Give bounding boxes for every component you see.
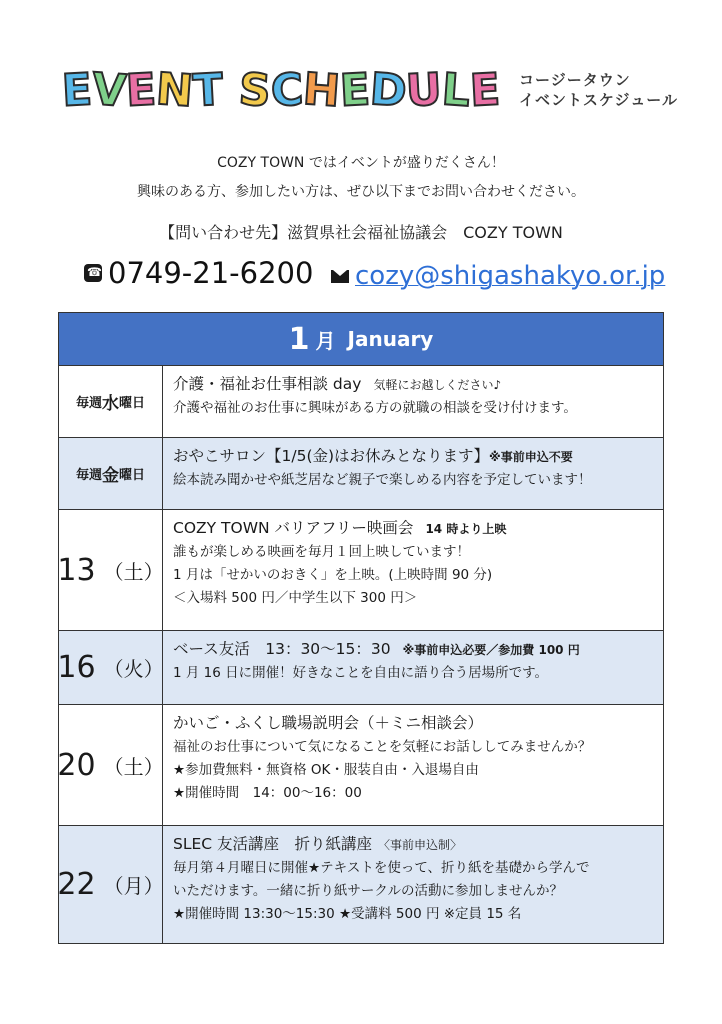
- event-line: ＜入場料 500 円／中学生以下 300 円＞: [173, 590, 418, 606]
- day-weekday: （火）: [103, 657, 164, 681]
- logo-letter: E: [468, 64, 502, 117]
- table-row: [59, 438, 663, 510]
- event-line: 介護や福祉のお仕事に興味がある方の就職の相談を受け付けます。: [173, 400, 577, 416]
- logo-subtitle-line2: イベントスケジュール: [519, 91, 678, 109]
- day-prefix: 毎週: [75, 396, 102, 411]
- event-title: [173, 372, 653, 397]
- phone-number: 0749-21-6200: [108, 256, 314, 290]
- email-link[interactable]: cozy@shigashakyo.or.jp: [355, 261, 666, 291]
- event-title: [173, 832, 653, 857]
- event-title-note: 気軽にお越しください♪: [361, 378, 502, 392]
- day-cell: [59, 366, 163, 437]
- event-content: [163, 438, 663, 509]
- event-title-note: 14 時より上映: [413, 522, 507, 536]
- event-title-text: おやこサロン【1/5(金)はお休みとなります】: [173, 447, 490, 465]
- event-title: [173, 711, 653, 736]
- event-line: ★開催時間 14：00～16：00: [173, 785, 362, 801]
- day-cell: [59, 631, 163, 704]
- logo-letter: E: [338, 64, 372, 117]
- event-content: [163, 631, 663, 704]
- logo-letter: C: [269, 64, 305, 117]
- day-suffix: 曜日: [119, 468, 146, 483]
- day-date: 22: [57, 867, 96, 902]
- email-row: [331, 258, 665, 294]
- event-line: いただけます。一緒に折り紙サークルの活動に参加しませんか？: [173, 883, 564, 899]
- month-number: 1: [288, 321, 310, 357]
- day-prefix: 毎週: [75, 468, 102, 483]
- event-schedule-logo: [60, 63, 502, 118]
- table-row: [59, 705, 663, 826]
- intro-line-2: 興味のある方、参加したい方は、ぜひ以下までお問い合わせください。: [137, 184, 585, 200]
- event-line: 福祉のお仕事について気になることを気軽にお話ししてみませんか？: [173, 739, 592, 755]
- event-line: 1 月は「せかいのおきく」を上映。(上映時間 90 分): [173, 567, 493, 583]
- event-content: [163, 510, 663, 630]
- event-content: [163, 705, 663, 825]
- day-cell: [59, 705, 163, 825]
- event-line: 誰もが楽しめる映画を毎月１回上映しています！: [173, 544, 470, 560]
- event-title-text: SLEC 友活講座 折り紙講座: [173, 835, 373, 853]
- logo-letter: T: [191, 64, 225, 117]
- logo-letter: N: [154, 63, 195, 118]
- day-cell: [59, 826, 163, 943]
- intro-line-1: COZY TOWN ではイベントが盛りだくさん！: [217, 155, 505, 171]
- event-content: [163, 826, 663, 943]
- event-title: [173, 637, 653, 662]
- day-date: 16: [57, 650, 96, 685]
- logo-letter: D: [368, 63, 409, 118]
- month-en: January: [347, 327, 434, 351]
- table-row: [59, 510, 663, 631]
- day-weekday: （土）: [103, 559, 164, 584]
- logo-subtitle-line1: コージータウン: [519, 71, 631, 89]
- event-line: ★開催時間 13:30～15:30 ★受講料 500 円 ※定員 15 名: [173, 906, 522, 922]
- logo-letter: S: [237, 63, 273, 118]
- phone-icon: [84, 264, 102, 282]
- table-row: [59, 366, 663, 438]
- event-title-note: ※事前申込不要: [489, 450, 573, 464]
- day-weekday: 水: [102, 394, 119, 414]
- day-cell: [59, 510, 163, 630]
- logo-letter: U: [405, 64, 444, 117]
- logo-subtitle: [519, 70, 678, 110]
- event-content: [163, 366, 663, 437]
- logo-letter: L: [440, 64, 473, 117]
- month-jp: 月: [315, 328, 336, 353]
- day-date: 13: [57, 552, 96, 588]
- day-date: 20: [57, 747, 96, 783]
- mail-icon: [331, 270, 349, 283]
- event-title-text: COZY TOWN バリアフリー映画会: [173, 519, 414, 537]
- day-suffix: 曜日: [119, 396, 146, 411]
- day-weekday: （土）: [103, 754, 164, 779]
- logo-letter: V: [90, 63, 128, 118]
- event-title-text: かいご・ふくし職場説明会（＋ミニ相談会）: [173, 714, 484, 732]
- contact-label: 【問い合わせ先】滋賀県社会福祉協議会 COZY TOWN: [159, 223, 563, 242]
- event-title-text: 介護・福祉お仕事相談 day: [173, 375, 362, 393]
- phone-row: [84, 255, 313, 291]
- logo-letter: E: [124, 64, 158, 117]
- schedule-table: [58, 312, 664, 944]
- event-line: ★参加費無料・無資格 OK・服装自由・入退場自由: [173, 762, 479, 778]
- event-title-note: ※事前申込必要／参加費 100 円: [390, 643, 580, 657]
- day-weekday: 金: [102, 466, 119, 486]
- event-title: [173, 444, 653, 469]
- table-row: [59, 826, 663, 943]
- month-header: [59, 313, 663, 366]
- table-row: [59, 631, 663, 705]
- logo-letter: E: [60, 64, 94, 117]
- day-cell: [59, 438, 163, 509]
- event-title-note: 〈事前申込制〉: [372, 838, 463, 852]
- logo-letter: H: [301, 63, 342, 118]
- day-weekday: （月）: [103, 874, 164, 898]
- event-line: 絵本読み聞かせや紙芝居など親子で楽しめる内容を予定しています！: [173, 472, 592, 488]
- event-line: 1 月 16 日に開催！好きなことを自由に語り合う居場所です。: [173, 665, 549, 681]
- event-line: 毎月第４月曜日に開催★テキストを使って、折り紙を基礎から学んで: [173, 860, 590, 876]
- event-title: [173, 516, 653, 541]
- event-title-text: ベース友活 13：30～15：30: [173, 640, 391, 658]
